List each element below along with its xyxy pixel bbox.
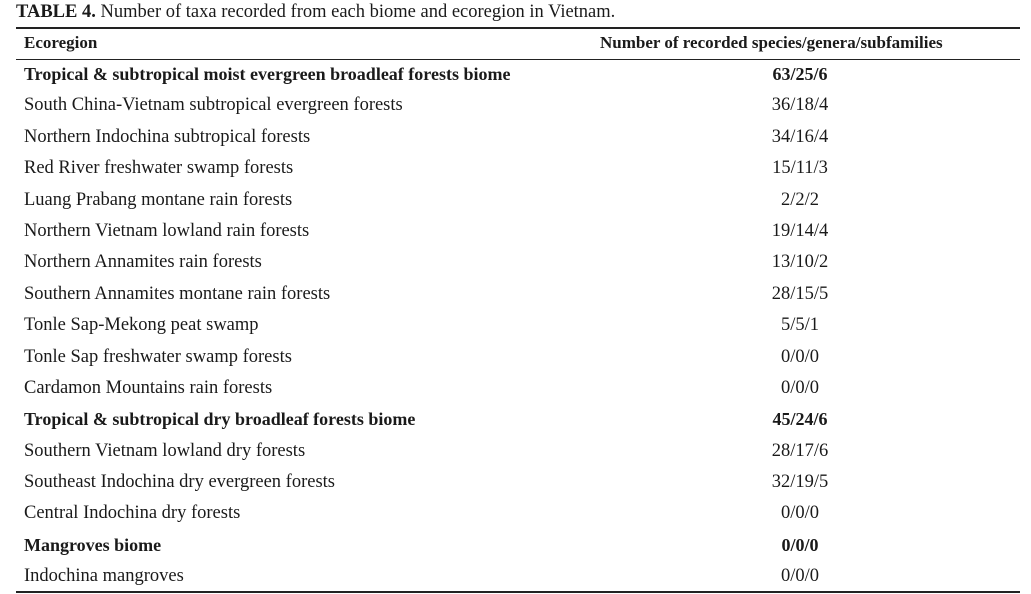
table-row [0,185,1031,216]
count-cell: 45/24/6 [772,409,828,430]
count-cell: 0/0/0 [780,346,820,367]
count-cell: 0/0/0 [780,377,820,398]
table-row [0,373,1031,404]
count-cell: 63/25/6 [772,64,828,84]
count-cell: 13/10/2 [771,252,829,273]
count-cell: 2/2/2 [780,189,820,210]
table-row-biome [0,530,1031,561]
table-caption-label: TABLE 4. [16,2,96,22]
ecoregion-cell: Central Indochina dry forests [24,503,241,524]
header-count: Number of recorded species/genera/subfamilies [600,33,943,52]
table-header [0,29,1031,57]
table-row [0,122,1031,153]
table-row [0,436,1031,467]
table-row-biome [0,404,1031,435]
ecoregion-cell: Luang Prabang montane rain forests [24,189,293,210]
ecoregion-cell: Mangroves biome [24,534,162,555]
ecoregion-cell: Northern Indochina subtropical forests [24,126,311,147]
table-row [0,216,1031,247]
count-cell: 15/11/3 [772,158,828,179]
ecoregion-cell: Northern Vietnam lowland rain forests [24,220,310,241]
ecoregion-cell: Red River freshwater swamp forests [24,158,294,179]
table-bottom-rule [16,591,1020,593]
table-caption [16,1,615,23]
count-cell: 0/0/0 [781,534,819,555]
ecoregion-cell: South China-Vietnam subtropical evergreen forests [24,95,403,116]
table-row [0,561,1031,592]
ecoregion-cell: Cardamon Mountains rain forests [24,377,273,398]
table-row [0,247,1031,278]
table-row [0,153,1031,184]
count-cell: 28/15/5 [771,283,829,304]
ecoregion-cell: Southern Annamites montane rain forests [24,283,331,304]
count-cell: 32/19/5 [771,472,829,493]
ecoregion-cell: Southern Vietnam lowland dry forests [24,440,306,461]
count-cell: 5/5/1 [780,315,820,336]
count-cell: 28/17/6 [771,440,829,461]
table-caption-text: Number of taxa recorded from each biome and ecoregion in Vietnam. [95,2,616,22]
table-body [0,59,1031,593]
ecoregion-cell: Tonle Sap freshwater swamp forests [24,346,292,367]
table-row [0,279,1031,310]
count-cell: 0/0/0 [780,566,820,587]
table-row [0,467,1031,498]
count-cell: 0/0/0 [780,503,820,524]
header-ecoregion: Ecoregion [24,33,98,52]
ecoregion-cell: Tropical & subtropical moist evergreen broadleaf forests biome [24,64,511,84]
table-row [0,90,1031,121]
ecoregion-cell: Tropical & subtropical dry broadleaf forests biome [24,409,416,430]
count-cell: 19/14/4 [771,220,829,241]
table-row [0,310,1031,341]
ecoregion-cell: Indochina mangroves [24,566,184,587]
table-row [0,498,1031,529]
count-cell: 34/16/4 [771,126,829,147]
table-row [0,342,1031,373]
ecoregion-cell: Northern Annamites rain forests [24,252,262,273]
count-cell: 36/18/4 [771,95,829,116]
ecoregion-cell: Tonle Sap-Mekong peat swamp [24,315,259,336]
ecoregion-cell: Southeast Indochina dry evergreen forests [24,472,335,493]
table-row-biome [0,59,1031,90]
